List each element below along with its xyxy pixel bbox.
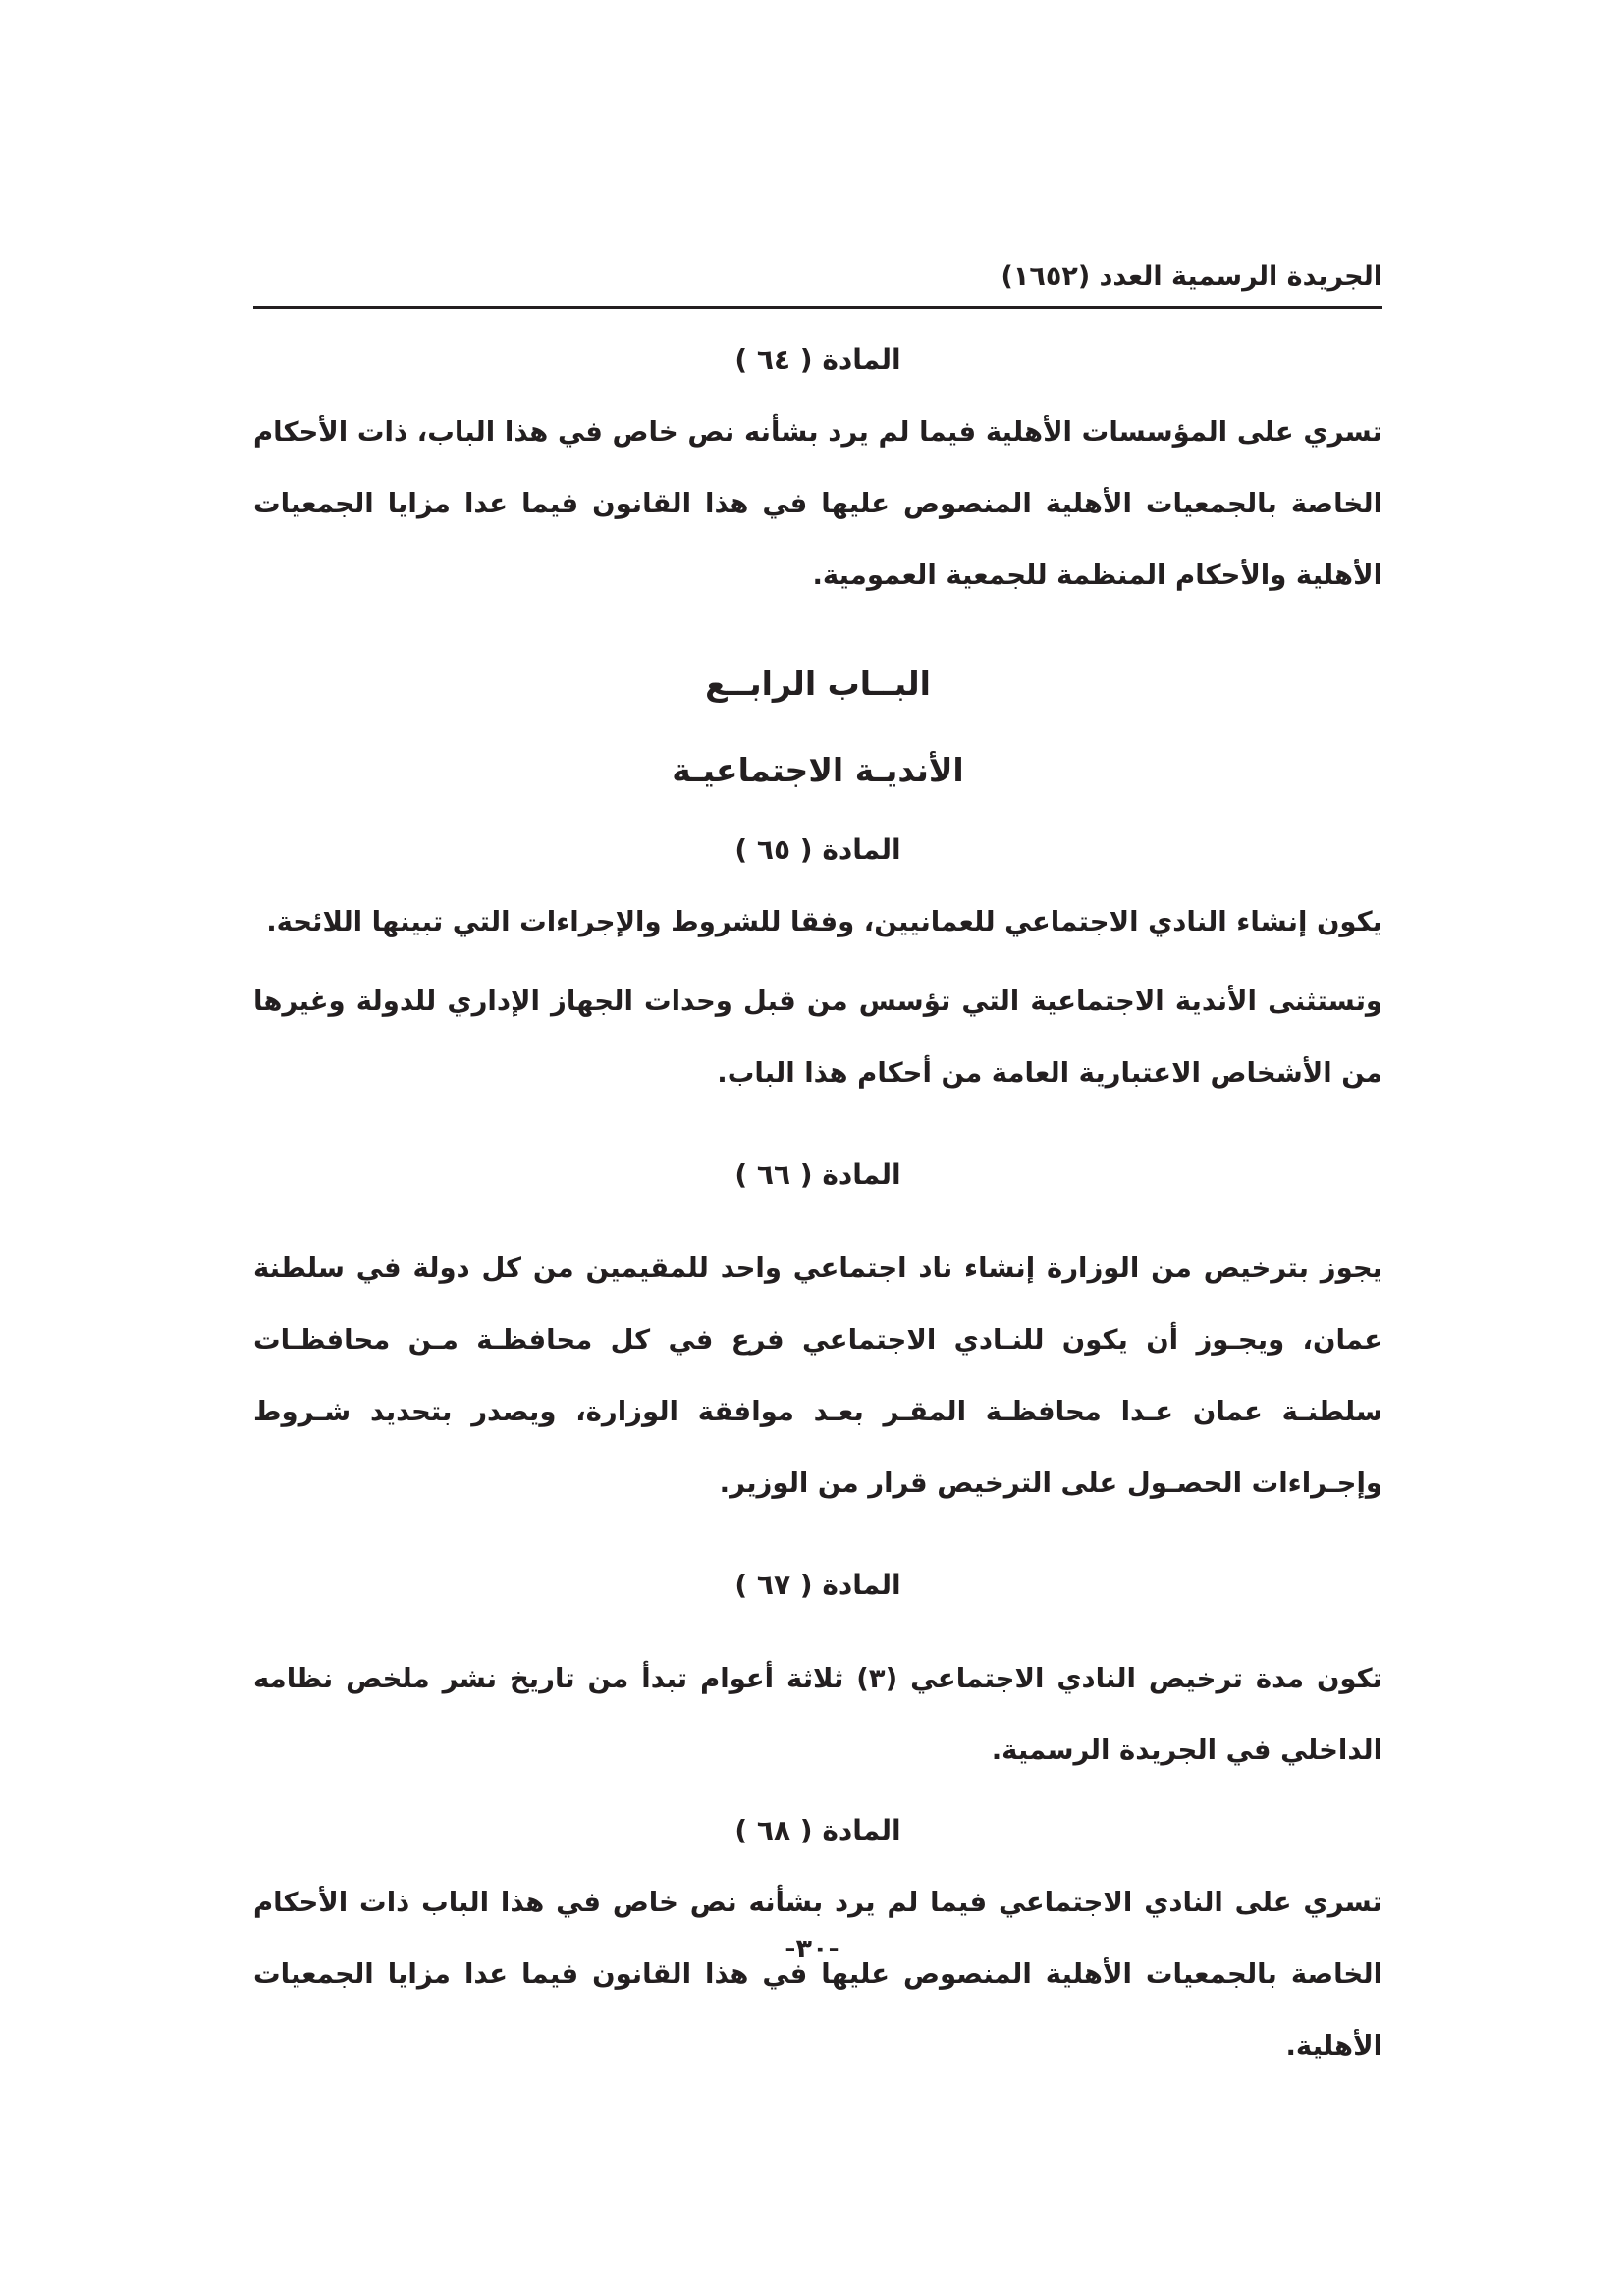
article-67-title: المادة ( ٦٧ ) xyxy=(734,1569,901,1601)
article-64-title: المادة ( ٦٤ ) xyxy=(734,344,901,376)
part-4-subtitle: الأنديـة الاجتماعيـة xyxy=(672,751,964,789)
header-divider xyxy=(253,306,1382,309)
document-body xyxy=(253,324,1382,2090)
article-68-title: المادة ( ٦٨ ) xyxy=(734,1814,901,1846)
page-header xyxy=(253,257,1382,308)
article-66-title: المادة ( ٦٦ ) xyxy=(734,1158,901,1191)
gazette-issue-title: الجريدة الرسمية العدد (١٦٥٢) xyxy=(1001,261,1382,292)
page-number: -٣٠- xyxy=(785,1934,839,1964)
article-64-text: تسري على المؤسسات الأهلية فيما لم يرد بشأنه نص خاص في هذا الباب، ذات الأحكام الخاصة بالجمعيات الأهلية المنصوص عليها في هذا القانون فيما عدا مزايا الجمعيات الأهلية والأحكام المنظمة للجمعية العمومية. xyxy=(253,416,1382,591)
article-65-text-1: يكون إنشاء النادي الاجتماعي للعمانيين، وفقا للشروط والإجراءات التي تبينها اللائحة. xyxy=(266,906,1382,937)
article-65-title: المادة ( ٦٥ ) xyxy=(734,833,901,866)
article-67-text: تكون مدة ترخيص النادي الاجتماعي (٣) ثلاثة أعوام تبدأ من تاريخ نشر ملخص نظامه الداخلي في الجريدة الرسمية. xyxy=(253,1663,1382,1766)
article-65-text-2: وتستثنى الأندية الاجتماعية التي تؤسس من قبل وحدات الجهاز الإداري للدولة وغيرها من الأشخاص الاعتبارية العامة من أحكام هذا الباب. xyxy=(253,986,1382,1089)
part-4-title: البــاب الرابــع xyxy=(705,665,931,703)
article-68-text: تسري على النادي الاجتماعي فيما لم يرد بشأنه نص خاص في هذا الباب ذات الأحكام الخاصة بالجمعيات الأهلية المنصوص عليها في هذا القانون فيما عدا مزايا الجمعيات الأهلية. xyxy=(253,1887,1382,2061)
article-66-text: يجوز بترخيص من الوزارة إنشاء ناد اجتماعي واحد للمقيمين من كل دولة في سلطنة عمان، ويجـوز أن يكون للنـادي الاجتماعي فرع في كل محافظـة مـن محافظـات سلطنـة عمان عـدا محافظـة المقـر بعـد موافقة الوزارة، ويصدر بتحديد شـروط وإجـراءات الحصـول على الترخيص قرار من الوزير. xyxy=(253,1253,1382,1499)
